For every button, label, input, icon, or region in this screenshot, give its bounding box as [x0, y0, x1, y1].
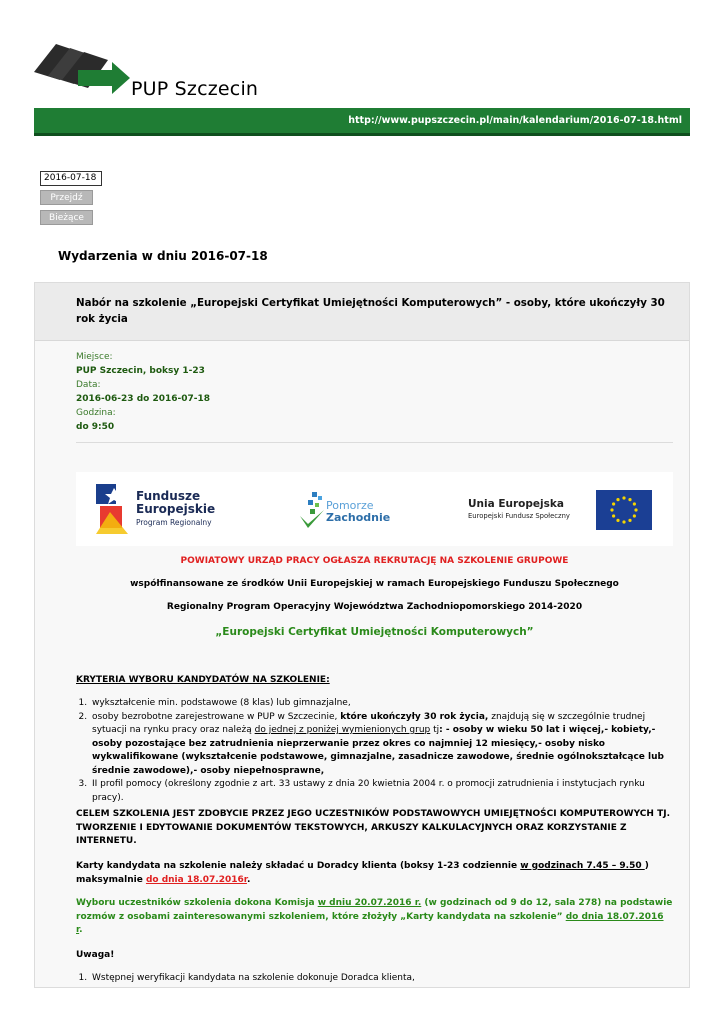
fe-line1: Fundusze — [136, 489, 201, 503]
selection-info: Wyboru uczestników szkolenia dokona Komisja w dniu 20.07.2016 r. (w godzinach od 9 do 12, sala 278) na podstawie rozmów z osobami zainteresowanymi szkoleniem, które złożyły „Karty kandydata na szkolenie” do dnia 18.07.2016 r. — [76, 898, 673, 935]
funding-logos — [76, 472, 673, 546]
criteria-list — [76, 697, 673, 805]
events-heading: Wydarzenia w dniu 2016-07-18 — [58, 249, 268, 263]
event-panel — [34, 282, 690, 988]
course-name: „Europejski Certyfikat Umiejętności Komputerowych” — [215, 626, 534, 638]
current-button[interactable]: Bieżące — [40, 210, 93, 225]
pz-line1: Pomorze — [326, 499, 374, 512]
place-label: Miejsce: — [76, 352, 113, 362]
ue-line1: Unia Europejska — [468, 498, 564, 510]
site-name: PUP Szczecin — [131, 78, 259, 100]
url-bar — [34, 108, 690, 136]
cofinanced-text: współfinansowane ze środków Unii Europejskiej w ramach Europejskiego Funduszu Społecznego — [130, 579, 619, 589]
program-text: Regionalny Program Operacyjny Województwa Zachodniopomorskiego 2014-2020 — [166, 602, 583, 612]
date-value: 2016-06-23 do 2016-07-18 — [76, 394, 211, 404]
event-title[interactable]: Nabór na szkolenie „Europejski Certyfikat Umiejętności Komputerowych” - osoby, które ukończyły 30 rok życia — [76, 297, 665, 325]
criteria-item-2: 2. osoby bezrobotne zarejestrowane w PUP w Szczecinie, które ukończyły 30 rok życia, znajdują się w szczególnie trudnej sytuacji na rynku pracy oraz należą do jednej z poniżej wymienionych grup tj: - osoby w wieku 50 lat i więcej,- kobiety,- osoby pozostające bez zatrudnienia nieprzerwanie przez okres co najmniej 12 miesięcy,- osoby nisko wykwalifikowane (wykształcenie podstawowe, gimnazjalne, zasadnicze zawodowe, średnie ogólnokształcące lub średnie zawodowe),- osoby niepełnosprawne, — [90, 711, 673, 779]
note-item-1: 1. Wstępnej weryfikacji kandydata na szkolenie dokonuje Doradca klienta, — [90, 972, 673, 986]
fundusze-europejskie-icon — [96, 484, 128, 534]
pz-line2: Zachodnie — [326, 511, 391, 524]
page-url[interactable]: http://www.pupszczecin.pl/main/kalendarium/2016-07-18.html — [348, 115, 682, 126]
time-value: do 9:50 — [76, 422, 115, 432]
eu-flag-icon — [596, 490, 652, 530]
note-heading: Uwaga! — [76, 950, 115, 960]
event-header — [35, 283, 689, 341]
divider — [76, 442, 673, 443]
date-input[interactable]: 2016-07-18 — [40, 171, 102, 186]
place-value: PUP Szczecin, boksy 1-23 — [76, 366, 205, 376]
go-button[interactable]: Przejdź — [40, 190, 93, 205]
criteria-item-1: 1. wykształcenie min. podstawowe (8 klas) lub gimnazjalne, — [90, 697, 673, 711]
fe-line2: Europejskie — [136, 502, 216, 516]
announce-text: POWIATOWY URZĄD PRACY OGŁASZA REKRUTACJĘ NA SZKOLENIE GRUPOWE — [180, 556, 569, 566]
time-label: Godzina: — [76, 408, 116, 418]
ue-line2: Europejski Fundusz Społeczny — [468, 512, 570, 520]
pomorze-zachodnie-icon — [298, 490, 326, 530]
date-label: Data: — [76, 380, 101, 390]
criteria-item-3: 3. II profil pomocy (określony zgodnie z art. 33 ustawy z dnia 20 kwietnia 2004 r. o promocji zatrudnienia i instytucjach rynku pracy). — [90, 778, 673, 805]
card-info: Karty kandydata na szkolenie należy składać u Doradcy klienta (boksy 1-23 codziennie w godzinach 7.45 – 9.50 ) maksymalnie do dnia 18.07.2016r. — [76, 861, 649, 885]
note-list — [76, 972, 673, 986]
fe-line3: Program Regionalny — [136, 518, 212, 527]
criteria-heading: KRYTERIA WYBORU KANDYDATÓW NA SZKOLENIE: — [76, 675, 330, 685]
course-goal: CELEM SZKOLENIA JEST ZDOBYCIE PRZEZ JEGO UCZESTNIKÓW PODSTAWOWYCH UMIEJĘTNOŚCI KOMPUTEROWYCH TJ. TWORZENIE I EDYTOWANIE DOKUMENTÓW TEKSTOWYCH, ARKUSZY KALKULACYJNYCH ORAZ KORZYSTANIE Z INTERNETU. — [76, 809, 670, 846]
